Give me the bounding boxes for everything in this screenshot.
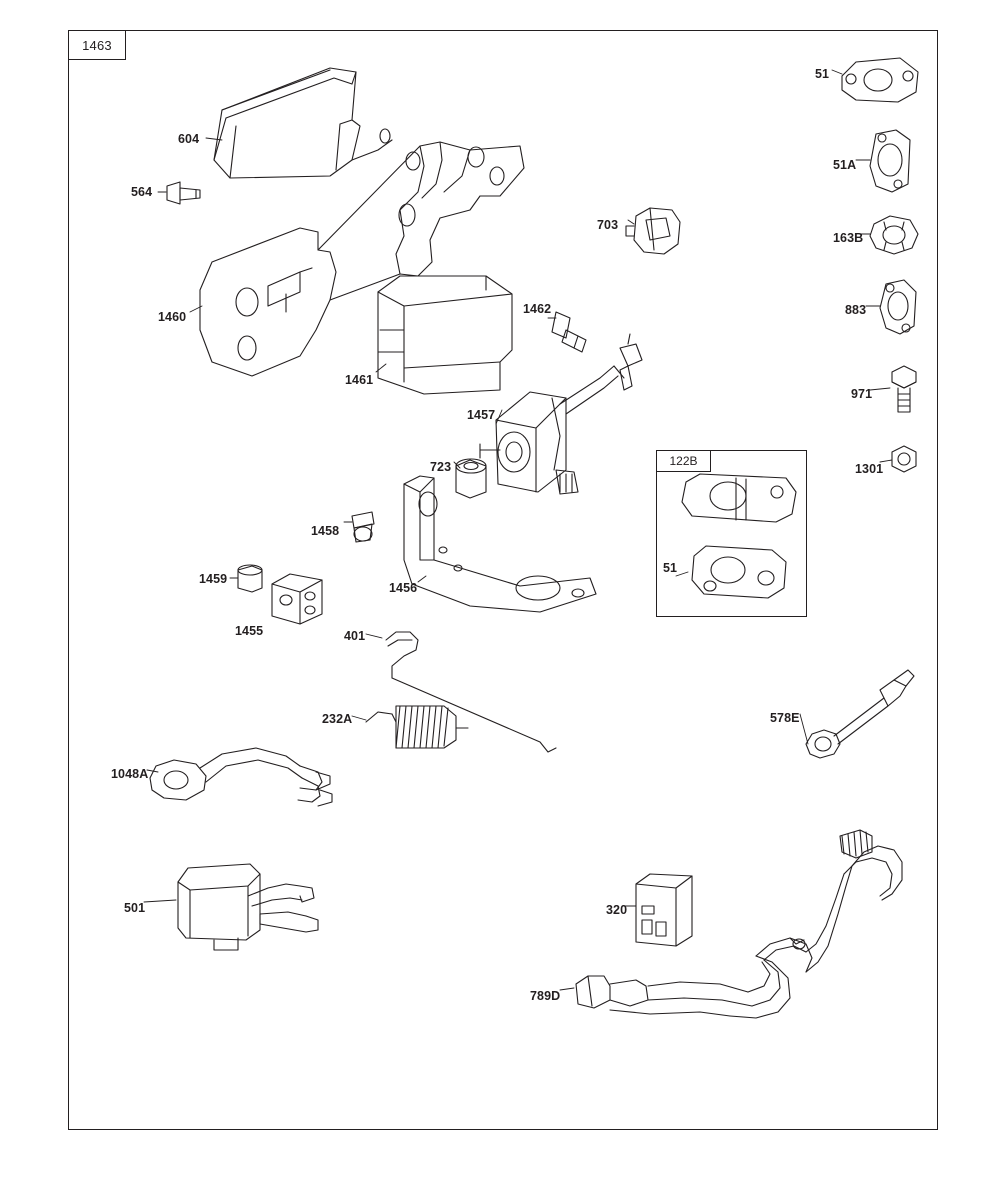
callout-1459: 1459 — [199, 572, 228, 586]
callout-1456: 1456 — [389, 581, 418, 595]
callout-51A: 51A — [833, 158, 857, 172]
callout-1301: 1301 — [855, 462, 884, 476]
callout-971: 971 — [851, 387, 873, 401]
callout-163B: 163B — [833, 231, 864, 245]
callout-789D: 789D — [530, 989, 561, 1003]
callout-51: 51 — [815, 67, 830, 81]
callout-1457: 1457 — [467, 408, 496, 422]
inset-callout-51: 51 — [663, 561, 678, 575]
inset-frame — [656, 450, 807, 617]
inset-figure-tag: 122B — [656, 450, 711, 472]
callout-604: 604 — [178, 132, 200, 146]
callout-320: 320 — [606, 903, 628, 917]
callout-723: 723 — [430, 460, 452, 474]
callout-501: 501 — [124, 901, 146, 915]
callout-703: 703 — [597, 218, 619, 232]
diagram-figure-tag: 1463 — [68, 30, 126, 60]
callout-1462: 1462 — [523, 302, 552, 316]
callout-1455: 1455 — [235, 624, 264, 638]
callout-883: 883 — [845, 303, 867, 317]
callout-1048A: 1048A — [111, 767, 149, 781]
callout-1460: 1460 — [158, 310, 187, 324]
callout-578E: 578E — [770, 711, 800, 725]
callout-1458: 1458 — [311, 524, 340, 538]
callout-401: 401 — [344, 629, 366, 643]
callout-564: 564 — [131, 185, 153, 199]
callout-232A: 232A — [322, 712, 353, 726]
callout-1461: 1461 — [345, 373, 374, 387]
